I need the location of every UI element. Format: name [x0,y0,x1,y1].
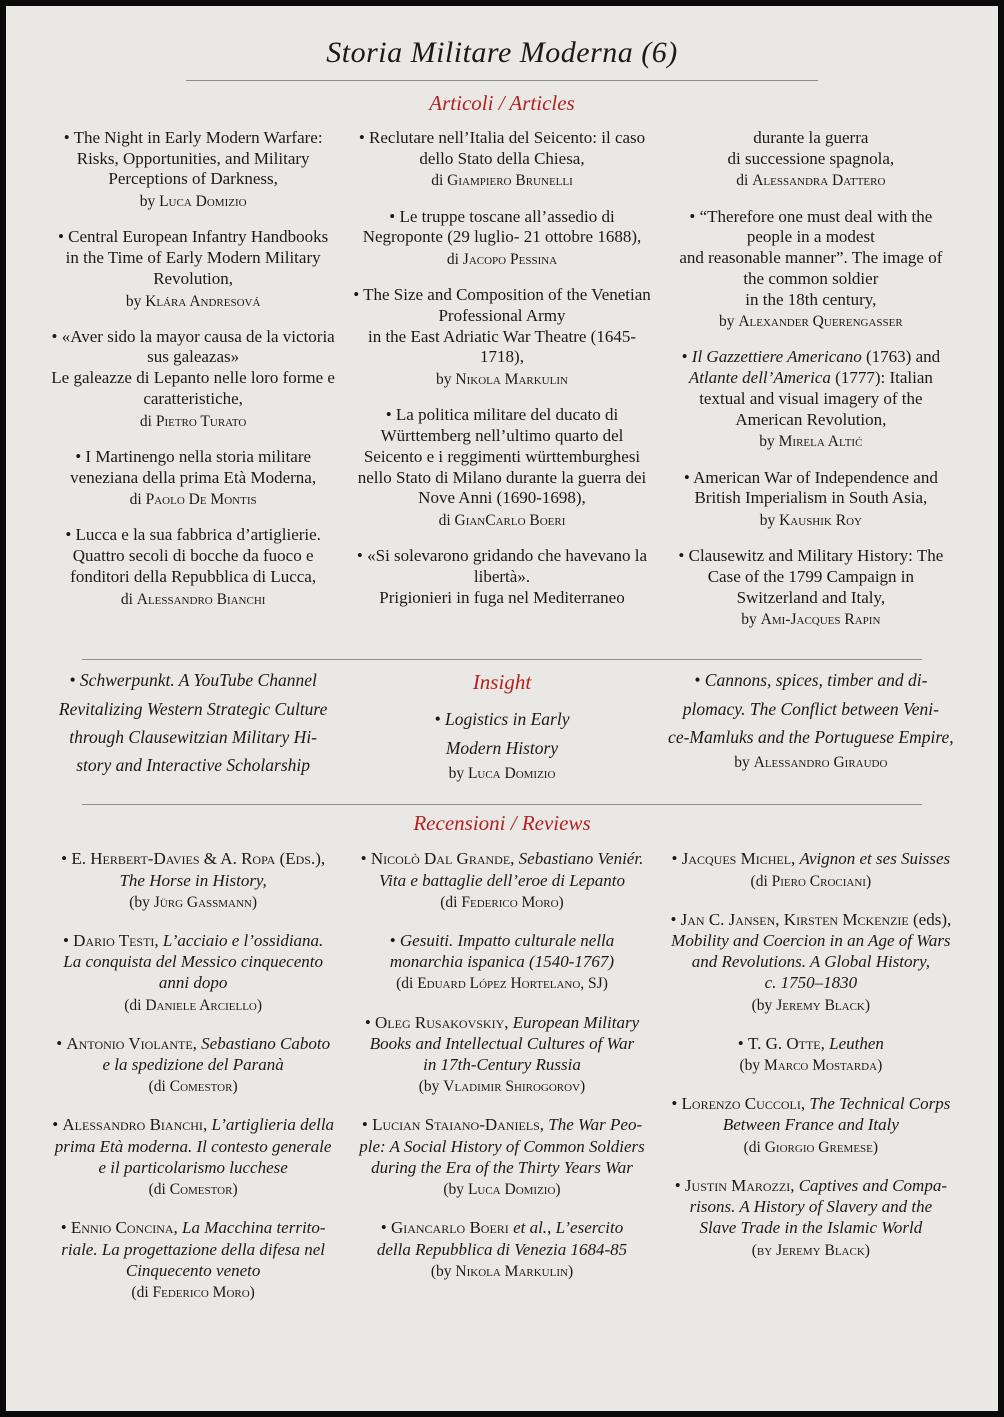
insight-center-items [350,705,653,784]
entry-byline: (by Jeremy Black) [751,1241,870,1259]
toc-entry [668,207,954,333]
entry-title: • Alessandro Bianchi, L’artiglieria della prima Età moderna. Il contesto generale e il particolarismo lucchese [52,1115,335,1177]
entry-title: • Cannons, spices, timber and di- plomacy. The Conflict between Veni- ce-Mamluks and the Portuguese Empire, [668,670,954,748]
toc-entry [50,227,336,311]
entry-byline: by Alessandro Giraudo [734,754,888,772]
entry-byline: (di Daniele Arciello) [124,996,263,1014]
toc-entry [50,1217,336,1303]
toc-entry [668,1033,954,1076]
entry-byline: di Giampiero Brunelli [431,172,573,190]
entry-byline: by Klára Andresová [125,292,261,310]
reviews-column-2 [350,848,653,1320]
entry-title: • Il Gazzettiere Americano (1763) and Atlante dell’America (1777): Italian textual and visual imagery of the American Revolution, [681,347,941,429]
entry-title: • Central European Infantry Handbooks in the Time of Early Modern Military Revolution, [57,227,329,288]
entry-title: • E. Herbert-Davies & A. Ropa (Eds.), The Horse in History, [61,849,326,890]
entry-title: • Le truppe toscane all’assedio di Negroponte (29 luglio- 21 ottobre 1688), [362,206,642,247]
toc-entry [50,930,336,1016]
entry-title: • Schwerpunkt. A YouTube Channel Revitalizing Western Strategic Culture through Clausewitzian Military Hi- story and Interactive Scholarship [58,670,328,776]
entry-title: • Reclutare nell’Italia del Seicento: il caso dello Stato della Chiesa, [358,128,646,168]
articles-section [50,128,954,645]
entry-byline: by Ami-Jacques Rapin [741,611,881,629]
articles-column-1 [50,128,336,645]
entry-title: • Dario Testi, L’acciaio e l’ossidiana. La conquista del Messico cinquecento anni dopo [62,930,324,993]
toc-entry [668,468,954,532]
entry-byline: (by Vladimir Shirogorov) [418,1078,586,1096]
entry-title: • “Therefore one must deal with the people in a modest and reasonable manner”. The image of the common soldier in the 18th century, [679,206,943,309]
entry-title: • The Size and Composition of the Venetian Professional Army in the East Adriatic War Theatre (1645-1718), [353,285,651,367]
insight-column-center [350,666,653,790]
entry-title: durante la guerra di successione spagnola, [727,128,895,168]
section-heading-insight: Insight [472,670,532,695]
entry-title: • Antonio Violante, Sebastiano Caboto e la spedizione del Paranà [56,1033,331,1075]
entry-byline: (di Comestor) [148,1078,238,1096]
entry-title: • The Night in Early Modern Warfare: Risks, Opportunities, and Military Perceptions of Darkness, [63,128,323,189]
entry-byline: (by Nikola Markulin) [430,1262,574,1280]
entry-byline: (di Federico Moro) [131,1284,255,1302]
toc-entry [350,546,653,608]
entry-title: • La politica militare del ducato di Württemberg nell’ultimo quarto del Seicento e i reggimenti württemburghesi nello Stato di Milano durante la guerra dei Nove Anni (1690-1698), [357,405,647,508]
toc-entry [668,546,954,630]
entry-byline: by Kaushik Roy [759,511,862,529]
toc-entry [668,1093,954,1158]
toc-entry [668,1175,954,1261]
entry-title: • American War of Independence and British Imperialism in South Asia, [683,467,938,508]
entry-title: • Giancarlo Boeri et al., L’esercito della Repubblica di Venezia 1684-85 [376,1218,628,1259]
entry-byline: di Pietro Turato [139,412,247,430]
toc-entry [50,1033,336,1098]
toc-entry [50,447,336,511]
articles-column-2 [350,128,653,645]
insight-top-divider [82,659,923,660]
entry-title: • Ennio Concina, La Macchina territo- riale. La progettazione della difesa nel Cinquecento veneto [60,1218,326,1280]
entry-title: • Lucian Staiano-Daniels, The War Peo- ple: A Social History of Common Soldiers during the Era of the Thirty Years War [359,1115,645,1177]
entry-title: • T. G. Otte, Leuthen [737,1033,884,1053]
entry-title: • Jacques Michel, Avignon et ses Suisses [671,849,951,869]
entry-title: • Logistics in Early Modern History [434,709,570,758]
insight-column-right [668,666,954,790]
entry-byline: by Nikola Markulin [436,371,568,389]
section-heading-articles: Articoli / Articles [429,91,575,115]
entry-byline: (di Giorgio Gremese) [743,1138,879,1156]
toc-entry [350,930,653,995]
entry-byline: (by Luca Domizio) [443,1181,561,1199]
reviews-column-1 [50,848,336,1320]
entry-title: • Lucca e la sua fabbrica d’artiglierie. Quattro secoli di bocche da fuoco e fonditori della Repubblica di Lucca, [65,525,321,586]
entry-byline: by Luca Domizio [139,193,247,211]
toc-entry [350,705,653,784]
entry-byline: di Paolo De Montis [129,491,257,509]
entry-byline: by Mirela Altić [759,433,863,451]
toc-entry [350,207,653,271]
title-divider [186,80,819,81]
toc-entry [350,1217,653,1282]
articles-column-3 [668,128,954,645]
entry-byline: (by Jeremy Black) [751,996,871,1014]
entry-byline: di GianCarlo Boeri [438,511,566,529]
entry-title: • «Aver sido la mayor causa de la victoria sus galeazas» Le galeazze di Lepanto nelle loro forme e caratteristiche, [51,326,335,408]
toc-entry [50,128,336,212]
toc-entry [350,1114,653,1200]
toc-entry [668,909,954,1016]
insight-column-left [50,666,336,790]
entry-title: • Jan C. Jansen, Kirsten Mckenzie (eds), Mobility and Coercion in an Age of Wars and Revolutions. A Global History, c. 1750–1830 [670,909,952,993]
toc-entry [668,848,954,891]
reviews-section [50,848,954,1320]
toc-entry [50,666,336,779]
entry-byline: di Alessandra Dattero [736,172,886,190]
toc-entry [50,327,336,432]
journal-title: Storia Militare Moderna (6) [326,36,678,69]
toc-entry [50,1114,336,1200]
entry-title: • Nicolò Dal Grande, Sebastiano Veniér. Vita e battaglie dell’eroe di Lepanto [360,849,644,890]
entry-title: • Gesuiti. Impatto culturale nella monarchia ispanica (1540-1767) [389,930,615,972]
entry-title: • I Martinengo nella storia militare veneziana della prima Età Moderna, [70,446,317,487]
entry-title: • Clausewitz and Military History: The Case of the 1799 Campaign in Switzerland and Italy, [678,546,944,607]
entry-byline: by Luca Domizio [448,765,556,783]
entry-byline: (by Jürg Gassmann) [129,893,258,911]
entry-byline: (di Federico Moro) [440,893,564,911]
entry-byline: (di Comestor) [148,1181,238,1199]
reviews-column-3 [668,848,954,1320]
insight-bottom-divider [82,804,923,805]
entry-byline: (di Piero Crociani) [750,872,872,890]
entry-byline: di Alessandro Bianchi [120,590,266,608]
entry-byline: di Jacopo Pessina [446,251,558,269]
toc-entry [350,848,653,913]
entry-title: • Lorenzo Cuccoli, The Technical Corps Between France and Italy [671,1094,951,1135]
entry-byline: by Alexander Querengasser [718,313,903,331]
toc-entry [668,128,954,192]
toc-entry [668,666,954,773]
entry-byline: (di Eduard López Hortelano, SJ) [396,975,608,993]
toc-entry [350,285,653,390]
toc-entry [350,1012,653,1098]
insight-section [50,666,954,790]
toc-entry [50,525,336,609]
toc-entry [350,405,653,531]
toc-entry [668,347,954,452]
toc-entry [50,848,336,913]
entry-title: • «Si solevarono gridando che havevano la libertà». Prigionieri in fuga nel Mediterraneo [356,546,648,607]
entry-title: • Justin Marozzi, Captives and Compa- risons. A History of Slavery and the Slave Trade in the Islamic World [674,1175,947,1238]
entry-title: • Oleg Rusakovskiy, European Military Books and Intellectual Cultures of War in 17th-Century Russia [364,1012,640,1075]
section-heading-reviews: Recensioni / Reviews [413,811,591,836]
entry-byline: (by Marco Mostarda) [739,1057,883,1075]
toc-entry [350,128,653,192]
